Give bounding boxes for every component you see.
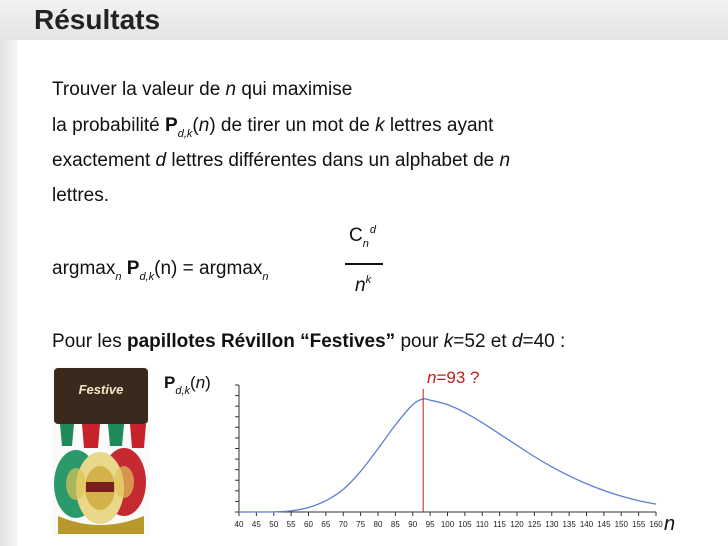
x-tick-label: 95 [425,520,435,529]
x-tick-label: 130 [545,520,559,529]
x-tick-label: 90 [408,520,418,529]
slide-title: Résultats [34,4,161,35]
x-tick-label: 135 [562,520,576,529]
x-tick-label: 100 [440,520,455,529]
statement-line: Pour les papillotes Révillon “Festives” pour k=52 et d=40 : [52,331,566,352]
x-tick-label: 145 [597,520,611,529]
x-tick-label: 75 [356,520,366,529]
likelihood-curve [239,399,656,512]
formula-left: argmax$_n$ $P_{d,k}(n) = argmax_n$ [52,258,269,283]
x-tick-label: 105 [458,520,472,529]
x-tick-label: 125 [527,520,542,529]
x-tick-label: 45 [251,520,261,529]
x-tick-label: 150 [614,520,628,529]
intro-line-3: exactement d lettres différentes dans un alphabet de n [52,150,511,171]
x-tick-label: 155 [631,520,646,529]
x-tick-label: 60 [304,520,313,529]
x-tick-label: 160 [649,520,663,529]
intro-line-4: lettres. [52,185,110,206]
formula-numerator: $C_n^d$ [349,224,376,250]
product-brand-text: Festive [78,382,124,397]
intro-line-2: la probabilité $P_{d,k}(n)$ de tirer un mot de k lettres ayant [52,115,494,140]
chart-peak-label: n=93 ? [427,368,480,387]
intro-line-1: Trouver la valeur de n qui maximise [52,79,353,100]
x-tick-label: 85 [390,520,400,529]
x-tick-label: 55 [286,520,296,529]
x-tick-label: 70 [338,520,348,529]
chart-y-label: $P_{d,k}(n)$ [164,373,211,397]
x-tick-label: 80 [373,520,383,529]
x-tick-label: 115 [493,520,507,529]
x-tick-label: 140 [579,520,594,529]
formula-denominator: $n^k$ [355,274,372,296]
x-tick-label: 40 [234,520,244,529]
x-tick-label: 110 [475,520,489,529]
chart-x-label: n [664,513,676,535]
x-tick-label: 50 [269,520,279,529]
x-tick-label: 120 [510,520,524,529]
x-tick-label: 65 [321,520,331,529]
